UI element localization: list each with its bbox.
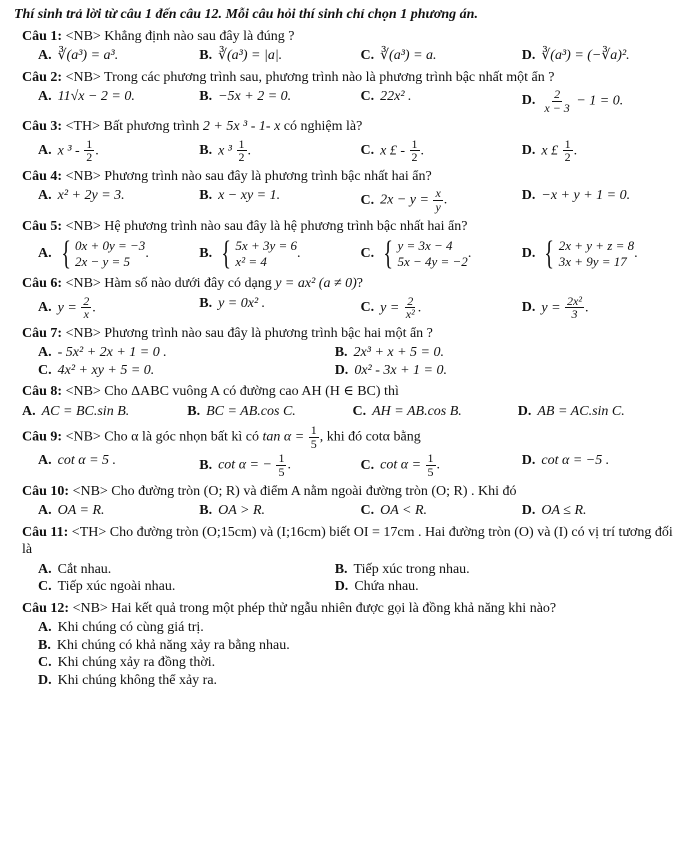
options	[38, 138, 683, 164]
option-a[interactable]: A. cot α = 5 .	[38, 453, 117, 469]
option-b[interactable]: B. OA > R.	[199, 503, 266, 519]
question-stem: <NB> Hệ phương trình nào sau đây là hệ phương trình bậc nhất hai ẩn?	[65, 218, 468, 234]
question-2	[14, 69, 683, 115]
option-a[interactable]: A. ∛(a³) = a³.	[38, 48, 119, 63]
option-c[interactable]: C. Khi chúng xảy ra đồng thời.	[38, 655, 216, 671]
options	[38, 619, 683, 689]
question-label: Câu 1:	[22, 28, 63, 44]
option-b[interactable]: B. x ³ $\frac{1}{2}$ .	[199, 136, 252, 165]
option-c[interactable]: C. OA < R.	[360, 503, 428, 519]
option-c[interactable]: C. cot α = $\frac{1}{5}$ .	[360, 451, 441, 480]
question-label: Câu 3:	[22, 119, 63, 135]
question-label: Câu 11:	[22, 524, 69, 540]
option-a[interactable]: A. x ³ - $\frac{1}{2}$ .	[38, 136, 99, 165]
question-label: Câu 6:	[22, 276, 63, 292]
option-c[interactable]: C. 4x² + xy + 5 = 0.	[38, 362, 155, 378]
option-a[interactable]: A. x² + 2y = 3.	[38, 188, 125, 204]
option-c[interactable]: C. 2x − y = $\frac{x}{y}$ .	[360, 186, 448, 214]
question-label: Câu 5:	[22, 218, 63, 234]
question-3: Câu 3: <TH> Bất phương trình 2 + 5x ³ - 1- x có nghiệm là? A. x ³ - $\frac{1}{2}$ . B. x ³ $\frac{1}{2}$ . C. x £ - $\frac{1}{2}$ . D. x £ $\frac{1}{2}$ .	[14, 118, 683, 164]
question-stem: <NB> Cho ΔABC vuông A có đường cao AH (H ∈ BC) thì	[65, 384, 399, 400]
option-d[interactable]: D. OA ≤ R.	[521, 503, 587, 519]
question-1	[14, 28, 683, 65]
option-a[interactable]: A. Khi chúng có cùng giá trị.	[38, 620, 204, 636]
option-a[interactable]: A. 11√x − 2 = 0.	[38, 89, 135, 104]
question-stem: <NB> Trong các phương trình sau, phương trình nào là phương trình bậc nhất một ẩn ?	[65, 69, 555, 85]
option-b[interactable]: B. Tiếp xúc trong nhau.	[334, 561, 470, 577]
option-d[interactable]: D. AB = AC.sin C.	[517, 403, 625, 419]
option-c[interactable]: C. y = $\frac{2}{\text{x²}}$ .	[360, 293, 422, 322]
options	[38, 344, 683, 379]
option-b[interactable]: B. BC = AB.cos C.	[187, 403, 296, 419]
option-c[interactable]: C. x £ - $\frac{1}{2}$ .	[360, 136, 425, 165]
question-label: Câu 2:	[22, 69, 63, 85]
question-12	[14, 600, 683, 690]
question-label: Câu 10:	[22, 483, 70, 499]
option-d[interactable]: D. $\frac{2}{x - 3}$ − 1 = 0.	[521, 87, 624, 115]
option-c[interactable]: C. 22x² .	[360, 89, 412, 104]
option-b[interactable]: B. y = 0x² .	[199, 295, 266, 311]
option-c[interactable]: C. { y = 3x − 4 5x − 4y = −2 .	[360, 235, 472, 273]
question-7	[14, 325, 683, 380]
option-c[interactable]: C. AH = AB.cos B.	[352, 403, 462, 419]
question-stem: <NB> Hai kết quả trong một phép thử ngẫu nhiên được gọi là đồng khả năng khi nào?	[72, 600, 557, 616]
question-label: Câu 8:	[22, 384, 63, 400]
question-stem: <NB> Phương trình nào sau đây là phương trình bậc hai một ẩn ?	[65, 325, 433, 341]
options	[38, 187, 683, 213]
option-d[interactable]: D. 0x² - 3x + 1 = 0.	[334, 362, 447, 378]
question-11	[14, 524, 683, 596]
options	[38, 561, 683, 596]
question-5	[14, 218, 683, 272]
question-4	[14, 168, 683, 214]
option-a[interactable]: A. OA = R.	[38, 503, 105, 519]
option-a[interactable]: A. Cắt nhau.	[38, 561, 112, 577]
option-a[interactable]: A. - 5x² + 2x + 1 = 0 .	[38, 345, 167, 361]
option-b[interactable]: B. { 5x + 3y = 6 x² = 4 .	[199, 235, 301, 273]
options	[38, 237, 683, 271]
question-label: Câu 7:	[22, 325, 63, 341]
question-9: Câu 9: <NB> Cho α là góc nhọn bất kì có tan α = $\frac{1}{5}$ , khi đó cotα bằng A. cot α = 5 . B. cot α = − $\frac{1}{5}$ . C. cot α = $\frac{1}{5}$ . D. cot α = −5 .	[14, 424, 683, 478]
option-b[interactable]: B. ∛(a³) = |a|.	[199, 48, 283, 63]
options	[38, 452, 683, 478]
option-a[interactable]: A. { 0x + 0y = −3 2x − y = 5 .	[38, 235, 149, 273]
option-d[interactable]: D. y = $\frac{\text{2x²}}{3}$ .	[521, 293, 589, 322]
question-stem: <NB> Cho đường tròn (O; R) và điểm A nằm ngoài đường tròn (O; R) . Khi đó	[72, 483, 517, 499]
option-b[interactable]: B. Khi chúng có khả năng xảy ra bằng nhau.	[38, 637, 290, 653]
option-d[interactable]: D. ∛(a³) = (−∛a)².	[521, 48, 630, 63]
options	[22, 403, 683, 421]
option-d[interactable]: D. cot α = −5 .	[521, 453, 610, 469]
option-d[interactable]: D. Chứa nhau.	[334, 579, 419, 595]
option-d[interactable]: D. Khi chúng không thể xảy ra.	[38, 672, 218, 688]
question-10	[14, 483, 683, 520]
option-b[interactable]: B. cot α = − $\frac{1}{5}$ .	[199, 451, 291, 480]
option-b[interactable]: B. −5x + 2 = 0.	[199, 89, 292, 104]
question-stem: <NB> Phương trình nào sau đây là phương trình bậc nhất hai ẩn?	[65, 168, 432, 184]
option-a[interactable]: A. y = $\frac{2}{x}$ .	[38, 293, 96, 322]
option-c[interactable]: C. Tiếp xúc ngoài nhau.	[38, 579, 176, 595]
option-d[interactable]: D. x £ $\frac{1}{2}$ .	[521, 136, 578, 165]
option-b[interactable]: B. x − xy = 1.	[199, 188, 281, 204]
question-label: Câu 9:	[22, 429, 63, 445]
option-d[interactable]: D. −x + y + 1 = 0.	[521, 188, 631, 204]
options	[38, 47, 683, 65]
options	[38, 502, 683, 520]
option-d[interactable]: D. { 2x + y + z = 8 3x + 9y = 17 .	[521, 235, 638, 273]
question-stem: <NB> Khẳng định nào sau đây là đúng ?	[65, 28, 295, 44]
question-label: Câu 12:	[22, 600, 70, 616]
question-label: Câu 4:	[22, 168, 63, 184]
option-b[interactable]: B. 2x³ + x + 5 = 0.	[334, 345, 444, 361]
instructions: Thí sinh trả lời từ câu 1 đến câu 12. Mỗi câu hỏi thí sinh chỉ chọn 1 phương án.	[14, 7, 478, 22]
option-c[interactable]: C. ∛(a³) = a.	[360, 48, 437, 63]
option-a[interactable]: A. AC = BC.sin B.	[22, 403, 130, 419]
question-stem: <TH> Cho đường tròn (O;15cm) và (I;16cm) biết OI = 17cm . Hai đường tròn (O) và (I) có vị trí tương đối là	[22, 524, 673, 558]
question-6: Câu 6: <NB> Hàm số nào dưới đây có dạng y = ax² (a ≠ 0)? A. y = $\frac{2}{x}$ . B. y = 0x² . C. y = $\frac{2}{\text{x²}}$ . D. y = $\frac{\text{2x²}}{3}$ .	[14, 275, 683, 321]
question-8	[14, 383, 683, 420]
options	[38, 295, 683, 321]
options	[38, 88, 683, 114]
